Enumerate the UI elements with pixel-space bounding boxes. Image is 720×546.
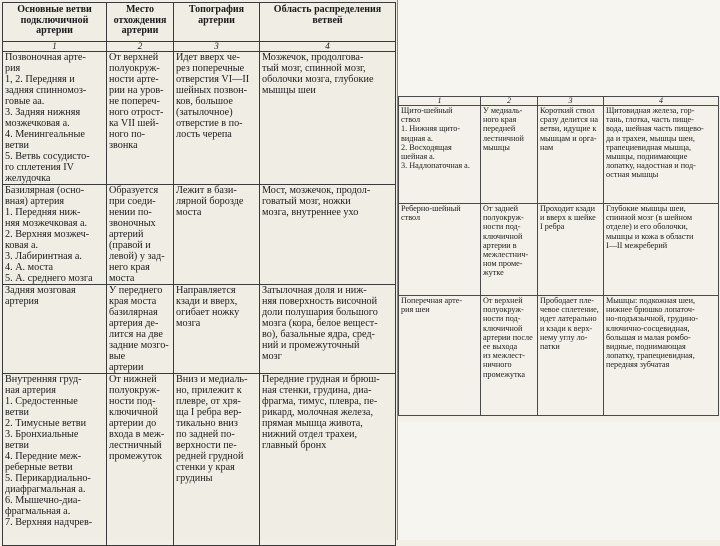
table-cell: Мышцы: подкожная шеи, нижнее брюшко лопаточ- но-подъязычной, грудино- ключично-сосцевидная, большая и малая ромбо- видные, поднимающая лопатку, трапециевидная, передняя зубчатая — [604, 296, 719, 416]
table-cell: Глубокие мышцы шеи, спинной мозг (в шейном отделе) и его оболочки, мышцы и кожа в области I—II межреберий — [604, 204, 719, 296]
table-cell: Поперечная арте- рия шеи — [399, 296, 481, 416]
table-cell: Передние грудная и брюш- ная стенки, грудина, диа- фрагма, тимус, плевра, пе- рикард, молочная железа, прямая мышца живота, нижний отдел трахеи, главный бронх — [260, 374, 396, 546]
table-cell: Образуется при соеди- нении по- звоночных артерий (правой и левой) у зад- него края моста — [107, 185, 174, 285]
header-distribution: Область распределения ветвей — [260, 3, 396, 42]
header-topography: Топография артерии — [174, 3, 260, 42]
table-row — [399, 106, 719, 204]
table-row — [3, 52, 396, 185]
column-number: 1 — [3, 42, 107, 52]
table-cell: Базилярная (осно- вная) артерия 1. Передняя ниж- няя мозжечковая а. 2. Верхняя мозжеч- ковая а. 3. Лабиринтная а. 4. А. моста 5. А. среднего мозга — [3, 185, 107, 285]
subclavian-branches-table — [2, 2, 396, 546]
subclavian-branches-table-continued — [398, 96, 719, 416]
table-cell: Щито-шейный ствол 1. Нижняя щито- видная а. 2. Восходящая шейная а. 3. Надлопаточная а. — [399, 106, 481, 204]
column-number: 4 — [604, 97, 719, 106]
right-table-panel — [398, 96, 720, 422]
column-number: 3 — [174, 42, 260, 52]
table-cell: Проходит кзади и вверх к шейке I ребра — [538, 204, 604, 296]
table-cell: Щитовидная железа, гор- тань, глотка, часть пище- вода, шейная часть пищево- да и трахеи, мышцы шеи, трапециевидная мышца, мышцы, поднимающие лопатку, надостная и под- остная мышцы — [604, 106, 719, 204]
table-cell: У переднего края моста базилярная артерия де- лится на две задние мозго- вые артерии — [107, 285, 174, 374]
table-cell: От верхней полуокруж- ности арте- рии на уров- не попереч- ного отрост- ка VII шей- ного по- звонка — [107, 52, 174, 185]
table-row — [3, 185, 396, 285]
column-number: 1 — [399, 97, 481, 106]
table-cell: Идет вверх че- рез поперечные отверстия VI—II шейных позвон- ков, большое (затылочное) отверстие в по- лость черепа — [174, 52, 260, 185]
table-cell: Прободает пле- чевое сплетение, идет латерально и кзади к верх- нему углу ло- патки — [538, 296, 604, 416]
table-cell: От задней полуокруж- ности под- ключичной артерии в межлестнич- ном проме- жутке — [481, 204, 538, 296]
column-number-row — [399, 97, 719, 106]
table-row — [3, 285, 396, 374]
table-cell: Короткий ствол сразу делится на ветви, идущие к мышцам и орга- нам — [538, 106, 604, 204]
column-number-row — [3, 42, 396, 52]
column-number: 4 — [260, 42, 396, 52]
header-main-branches: Основные ветви подключичной артерии — [3, 3, 107, 42]
column-number: 3 — [538, 97, 604, 106]
table-cell: Задняя мозговая артерия — [3, 285, 107, 374]
table-cell: Направляется кзади и вверх, огибает ножку мозга — [174, 285, 260, 374]
table-cell: Мост, мозжечок, продол- говатый мозг, ножки мозга, внутреннее ухо — [260, 185, 396, 285]
table-row — [399, 204, 719, 296]
table-cell: Позвоночная арте- рия 1, 2. Передняя и задняя спинномоз- говые аа. 3. Задняя нижняя мозжечковая а. 4. Менингеальные ветви 5. Ветвь сосудисто- го сплетения IV желудочка — [3, 52, 107, 185]
table-row — [399, 296, 719, 416]
table-cell: Мозжечок, продолгова- тый мозг, спинной мозг, оболочки мозга, глубокие мышцы шеи — [260, 52, 396, 185]
table-row — [3, 374, 396, 546]
table-cell: Лежит в бази- лярной борозде моста — [174, 185, 260, 285]
table-cell: Затылочная доля и ниж- няя поверхность височной доли полушария большого мозга (кора, белое вещест- во), базальные ядра, сред- ний и промежуточный мозг — [260, 285, 396, 374]
table-cell: Вниз и медиаль- но, прилежит к плевре, от хря- ща I ребра вер- тикально вниз по задней по- верхности пе- редней грудной стенки у края грудины — [174, 374, 260, 546]
table-header-row — [3, 3, 396, 42]
table-cell: От верхней полуокруж- ности под- ключичной артерии после ее выхода из межлест- ничного промежутка — [481, 296, 538, 416]
table-cell: Внутренняя груд- ная артерия 1. Средостенные ветви 2. Тимусные ветви 3. Бронхиальные ветви 4. Передние меж- реберные ветви 5. Перикардиально- диафрагмальная а. 6. Мышечно-диа- фрагмальная а. 7. Верхняя надчрев- — [3, 374, 107, 546]
column-number: 2 — [481, 97, 538, 106]
column-number: 2 — [107, 42, 174, 52]
table-cell: От нижней полуокруж- ности под- ключичной артерии до входа в меж- лестничный промежуток — [107, 374, 174, 546]
table-cell: У медиаль- ного края передней лестничной мышцы — [481, 106, 538, 204]
header-origin: Место отхождения артерии — [107, 3, 174, 42]
table-cell: Реберно-шейный ствол — [399, 204, 481, 296]
